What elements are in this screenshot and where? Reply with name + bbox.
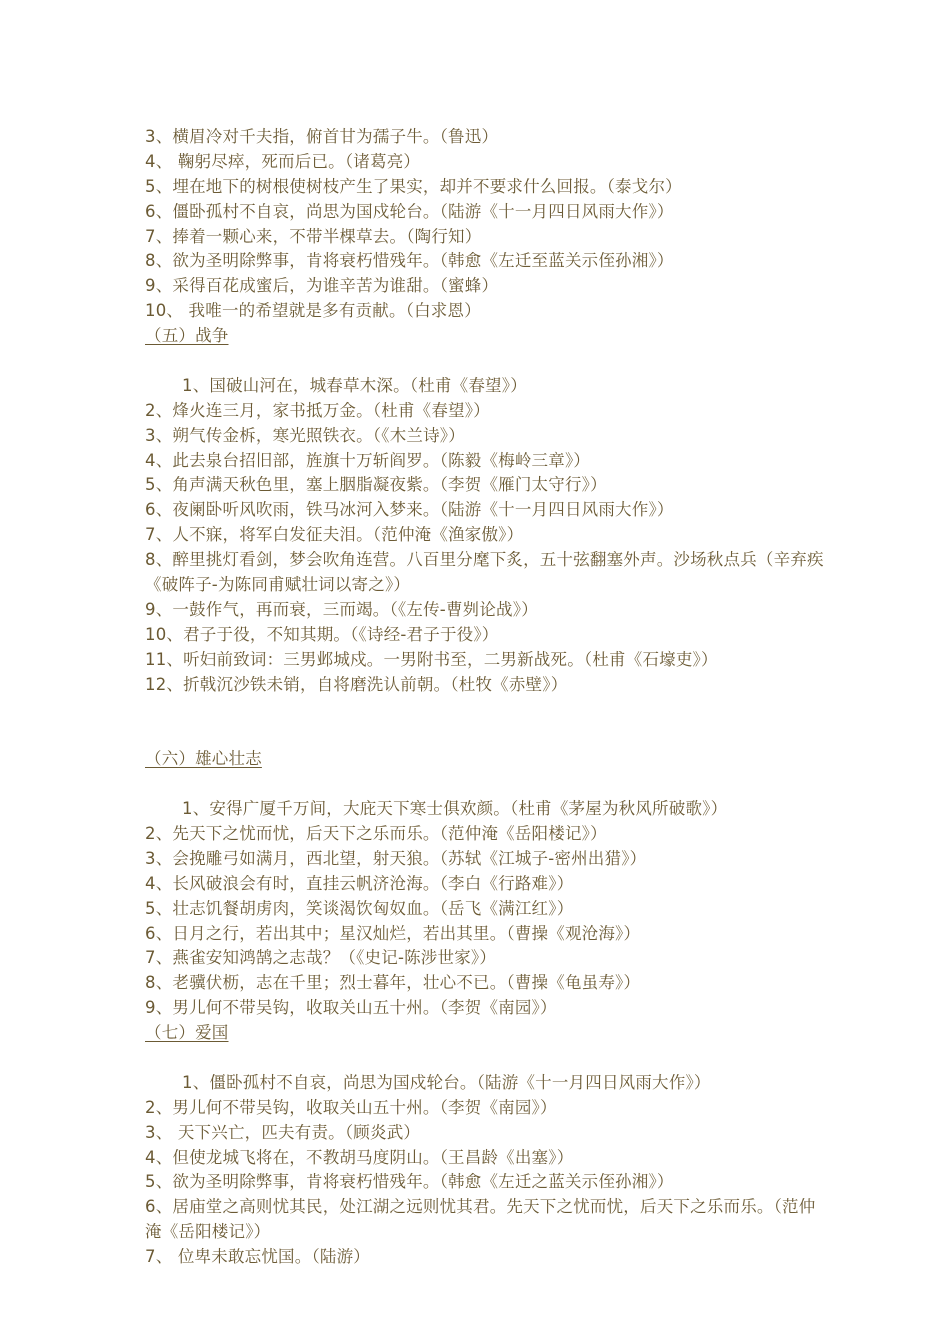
list-item: 6、僵卧孤村不自哀，尚思为国戍轮台。（陆游《十一月四日风雨大作》） <box>145 201 674 221</box>
list-item: 7、人不寐，将军白发征夫泪。（范仲淹《渔家傲》） <box>145 525 524 545</box>
section-war <box>145 324 825 697</box>
section-patriotism <box>145 1021 825 1270</box>
list-item: 7、燕雀安知鸿鹄之志哉？（《史记-陈涉世家》） <box>145 948 497 968</box>
list-item: 8、欲为圣明除弊事，肯将衰朽惜残年。（韩愈《左迁至蓝关示侄孙湘》） <box>145 251 674 271</box>
list-item: 12、折戟沉沙铁未销，自将磨洗认前朝。（杜牧《赤壁》） <box>145 674 568 694</box>
list-item: 9、一鼓作气，再而衰，三而竭。（《左传-曹刿论战》） <box>145 599 538 619</box>
list-item: 2、先天下之忧而忧，后天下之乐而乐。（范仲淹《岳阳楼记》） <box>145 823 607 843</box>
list-item: 10、 我唯一的希望就是多有贡献。（白求恩） <box>145 301 481 321</box>
list-item: 1、安得广厦千万间，大庇天下寒士俱欢颜。（杜甫《茅屋为秋风所破歌》） <box>182 799 728 819</box>
list-item: 2、烽火连三月，家书抵万金。（杜甫《春望》） <box>145 400 490 420</box>
list-item: 9、采得百花成蜜后，为谁辛苦为谁甜。（蜜蜂） <box>145 276 499 296</box>
list-item: 4、此去泉台招旧部，旌旗十万斩阎罗。（陈毅《梅岭三章》） <box>145 450 591 470</box>
section-heading: （六）雄心壮志 <box>145 749 262 769</box>
list-item: 3、朔气传金柝，寒光照铁衣。（《木兰诗》） <box>145 425 465 445</box>
list-item: 8、老骥伏枥，志在千里；烈士暮年，壮心不已。（曹操《龟虽寿》） <box>145 973 641 993</box>
list-item: 3、会挽雕弓如满月，西北望，射天狼。（苏轼《江城子-密州出猎》） <box>145 848 647 868</box>
list-item: 4、长风破浪会有时，直挂云帆济沧海。（李白《行路难》） <box>145 873 574 893</box>
list-item: 11、听妇前致词：三男邺城戍。一男附书至，二男新战死。（杜甫《石壕吏》） <box>145 649 718 669</box>
list-item: 2、男儿何不带吴钩，收取关山五十州。（李贺《南园》） <box>145 1097 557 1117</box>
list-item: 4、但使龙城飞将在，不教胡马度阴山。（王昌龄《出塞》） <box>145 1147 574 1167</box>
list-item: 10、君子于役，不知其期。（《诗经-君子于役》） <box>145 624 499 644</box>
list-item: 4、 鞠躬尽瘁，死而后已。（诸葛亮） <box>145 151 421 171</box>
section-4-tail <box>145 125 825 324</box>
list-item: 6、日月之行，若出其中；星汉灿烂，若出其里。（曹操《观沧海》） <box>145 923 641 943</box>
list-item: 7、捧着一颗心来，不带半棵草去。（陶行知） <box>145 226 482 246</box>
list-item: 5、壮志饥餐胡虏肉，笑谈渴饮匈奴血。（岳飞《满江红》） <box>145 898 574 918</box>
list-item: 6、居庙堂之高则忧其民，处江湖之远则忧其君。先天下之忧而忧，后天下之乐而乐。（范仲淹《岳阳楼记》） <box>145 1197 816 1242</box>
list-item: 8、醉里挑灯看剑，梦会吹角连营。八百里分麾下炙，五十弦翻塞外声。沙场秋点兵（辛弃疾《破阵子-为陈同甫赋壮词以寄之》） <box>145 550 824 595</box>
list-item: 1、僵卧孤村不自哀，尚思为国戍轮台。（陆游《十一月四日风雨大作》） <box>182 1072 711 1092</box>
list-item: 9、男儿何不带吴钩，收取关山五十州。（李贺《南园》） <box>145 998 557 1018</box>
list-item: 5、埋在地下的树根使树枝产生了果实，却并不要求什么回报。（泰戈尔） <box>145 176 682 196</box>
list-item: 5、角声满天秋色里，塞上胭脂凝夜紫。（李贺《雁门太守行》） <box>145 475 607 495</box>
list-item: 1、国破山河在，城春草木深。（杜甫《春望》） <box>182 375 527 395</box>
list-item: 3、 天下兴亡，匹夫有责。（顾炎武） <box>145 1122 421 1142</box>
section-heading: （五）战争 <box>145 326 229 346</box>
section-ambition <box>145 747 825 1021</box>
list-item: 6、夜阑卧听风吹雨，铁马冰河入梦来。（陆游《十一月四日风雨大作》） <box>145 500 674 520</box>
list-item: 7、 位卑未敢忘忧国。（陆游） <box>145 1247 370 1267</box>
document-page <box>145 125 825 1270</box>
section-heading: （七）爱国 <box>145 1023 229 1043</box>
list-item: 5、欲为圣明除弊事，肯将衰朽惜残年。（韩愈《左迁之蓝关示侄孙湘》） <box>145 1172 674 1192</box>
list-item: 3、横眉冷对千夫指，俯首甘为孺子牛。（鲁迅） <box>145 127 499 146</box>
